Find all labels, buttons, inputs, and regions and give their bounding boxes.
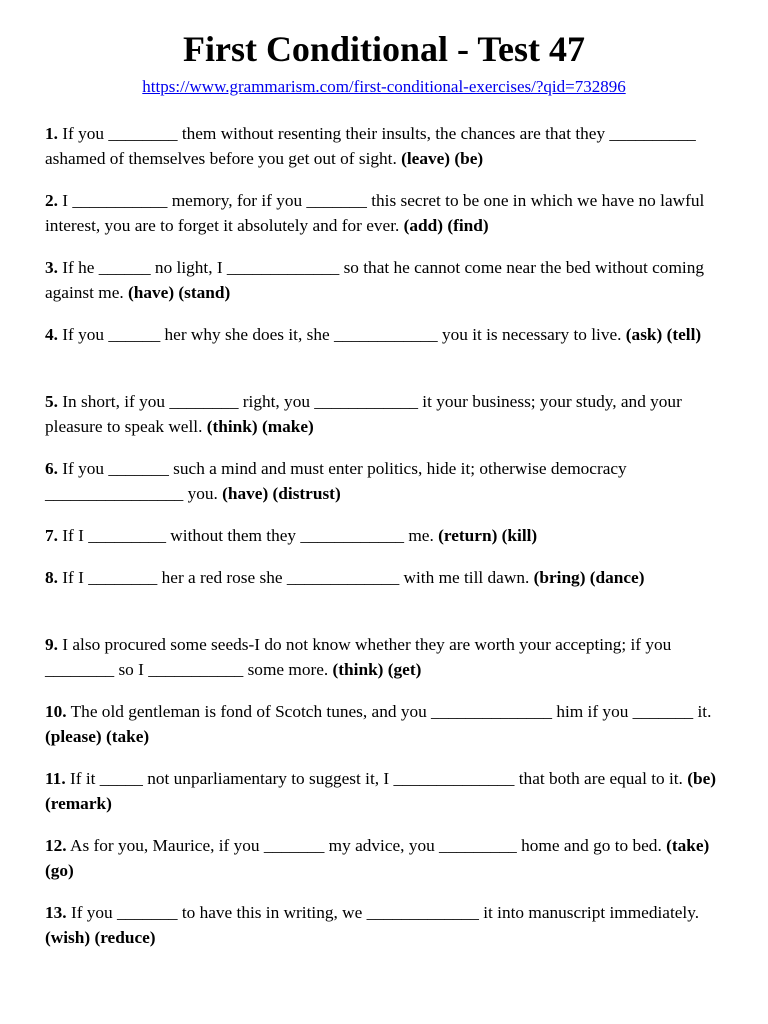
verb-hints: (please) (take) — [45, 727, 150, 746]
question-number: 13. — [45, 903, 67, 922]
question-item — [45, 523, 725, 548]
question-text: If you _______ to have this in writing, we _____________ it into manuscript immediately. — [70, 903, 700, 922]
question-text: If he ______ no light, I _____________ so that he cannot come near the bed without coming against me. — [45, 258, 704, 302]
question-item — [45, 255, 725, 305]
question-item — [45, 632, 725, 682]
question-number: 8. — [45, 568, 58, 587]
question-text: I also procured some seeds-I do not know whether they are worth your accepting; if you ________ so I ___________ some more. — [45, 635, 672, 679]
question-number: 7. — [45, 526, 58, 545]
page-title: First Conditional - Test 47 — [182, 29, 586, 69]
verb-hints: (think) (get) — [332, 660, 422, 679]
source-link[interactable]: https://www.grammarism.com/first-conditional-exercises/?qid=732896 — [142, 77, 626, 96]
verb-hints: (have) (stand) — [128, 283, 231, 302]
question-text: I ___________ memory, for if you _______ this secret to be one in which we have no lawful interest, you are to forget it absolutely and for ever. — [45, 191, 705, 235]
verb-hints: (be) (remark) — [45, 769, 717, 813]
question-number: 12. — [45, 836, 67, 855]
question-text: The old gentleman is fond of Scotch tunes, and you ______________ him if you _______ it. — [70, 702, 712, 721]
question-item — [45, 188, 725, 238]
question-number: 9. — [45, 635, 58, 654]
question-text: If you _______ such a mind and must enter politics, hide it; otherwise democracy ________________ you. — [45, 459, 627, 503]
verb-hints: (think) (make) — [206, 417, 314, 436]
source-url — [0, 76, 768, 98]
question-number: 1. — [45, 124, 58, 143]
verb-hints: (ask) (tell) — [625, 325, 702, 344]
question-text: If I ________ her a red rose she _____________ with me till dawn. — [62, 568, 530, 587]
question-number: 5. — [45, 392, 58, 411]
verb-hints: (add) (find) — [403, 216, 489, 235]
question-number: 3. — [45, 258, 58, 277]
question-item — [45, 322, 725, 347]
question-item — [45, 565, 725, 590]
question-text: If you ________ them without resenting their insults, the chances are that they __________ ashamed of themselves before you get out of sight. — [45, 124, 696, 168]
question-item — [45, 699, 725, 749]
question-text: In short, if you ________ right, you ____________ it your business; your study, and your pleasure to speak well. — [45, 392, 682, 436]
question-number: 2. — [45, 191, 58, 210]
verb-hints: (return) (kill) — [438, 526, 538, 545]
question-item — [45, 456, 725, 506]
verb-hints: (leave) (be) — [401, 149, 484, 168]
question-number: 11. — [45, 769, 66, 788]
question-text: If it _____ not unparliamentary to suggest it, I ______________ that both are equal to it. — [69, 769, 683, 788]
verb-hints: (wish) (reduce) — [45, 928, 156, 947]
question-item — [45, 833, 725, 883]
question-number: 4. — [45, 325, 58, 344]
question-item — [45, 766, 725, 816]
verb-hints: (have) (distrust) — [222, 484, 341, 503]
verb-hints: (take) (go) — [45, 836, 710, 880]
question-text: If I _________ without them they ____________ me. — [62, 526, 434, 545]
verb-hints: (bring) (dance) — [533, 568, 645, 587]
question-text: If you ______ her why she does it, she ____________ you it is necessary to live. — [62, 325, 622, 344]
question-text: As for you, Maurice, if you _______ my advice, you _________ home and go to bed. — [69, 836, 662, 855]
question-item — [45, 389, 725, 439]
question-number: 10. — [45, 702, 67, 721]
question-number: 6. — [45, 459, 58, 478]
question-item — [45, 900, 725, 950]
question-item — [45, 121, 725, 171]
